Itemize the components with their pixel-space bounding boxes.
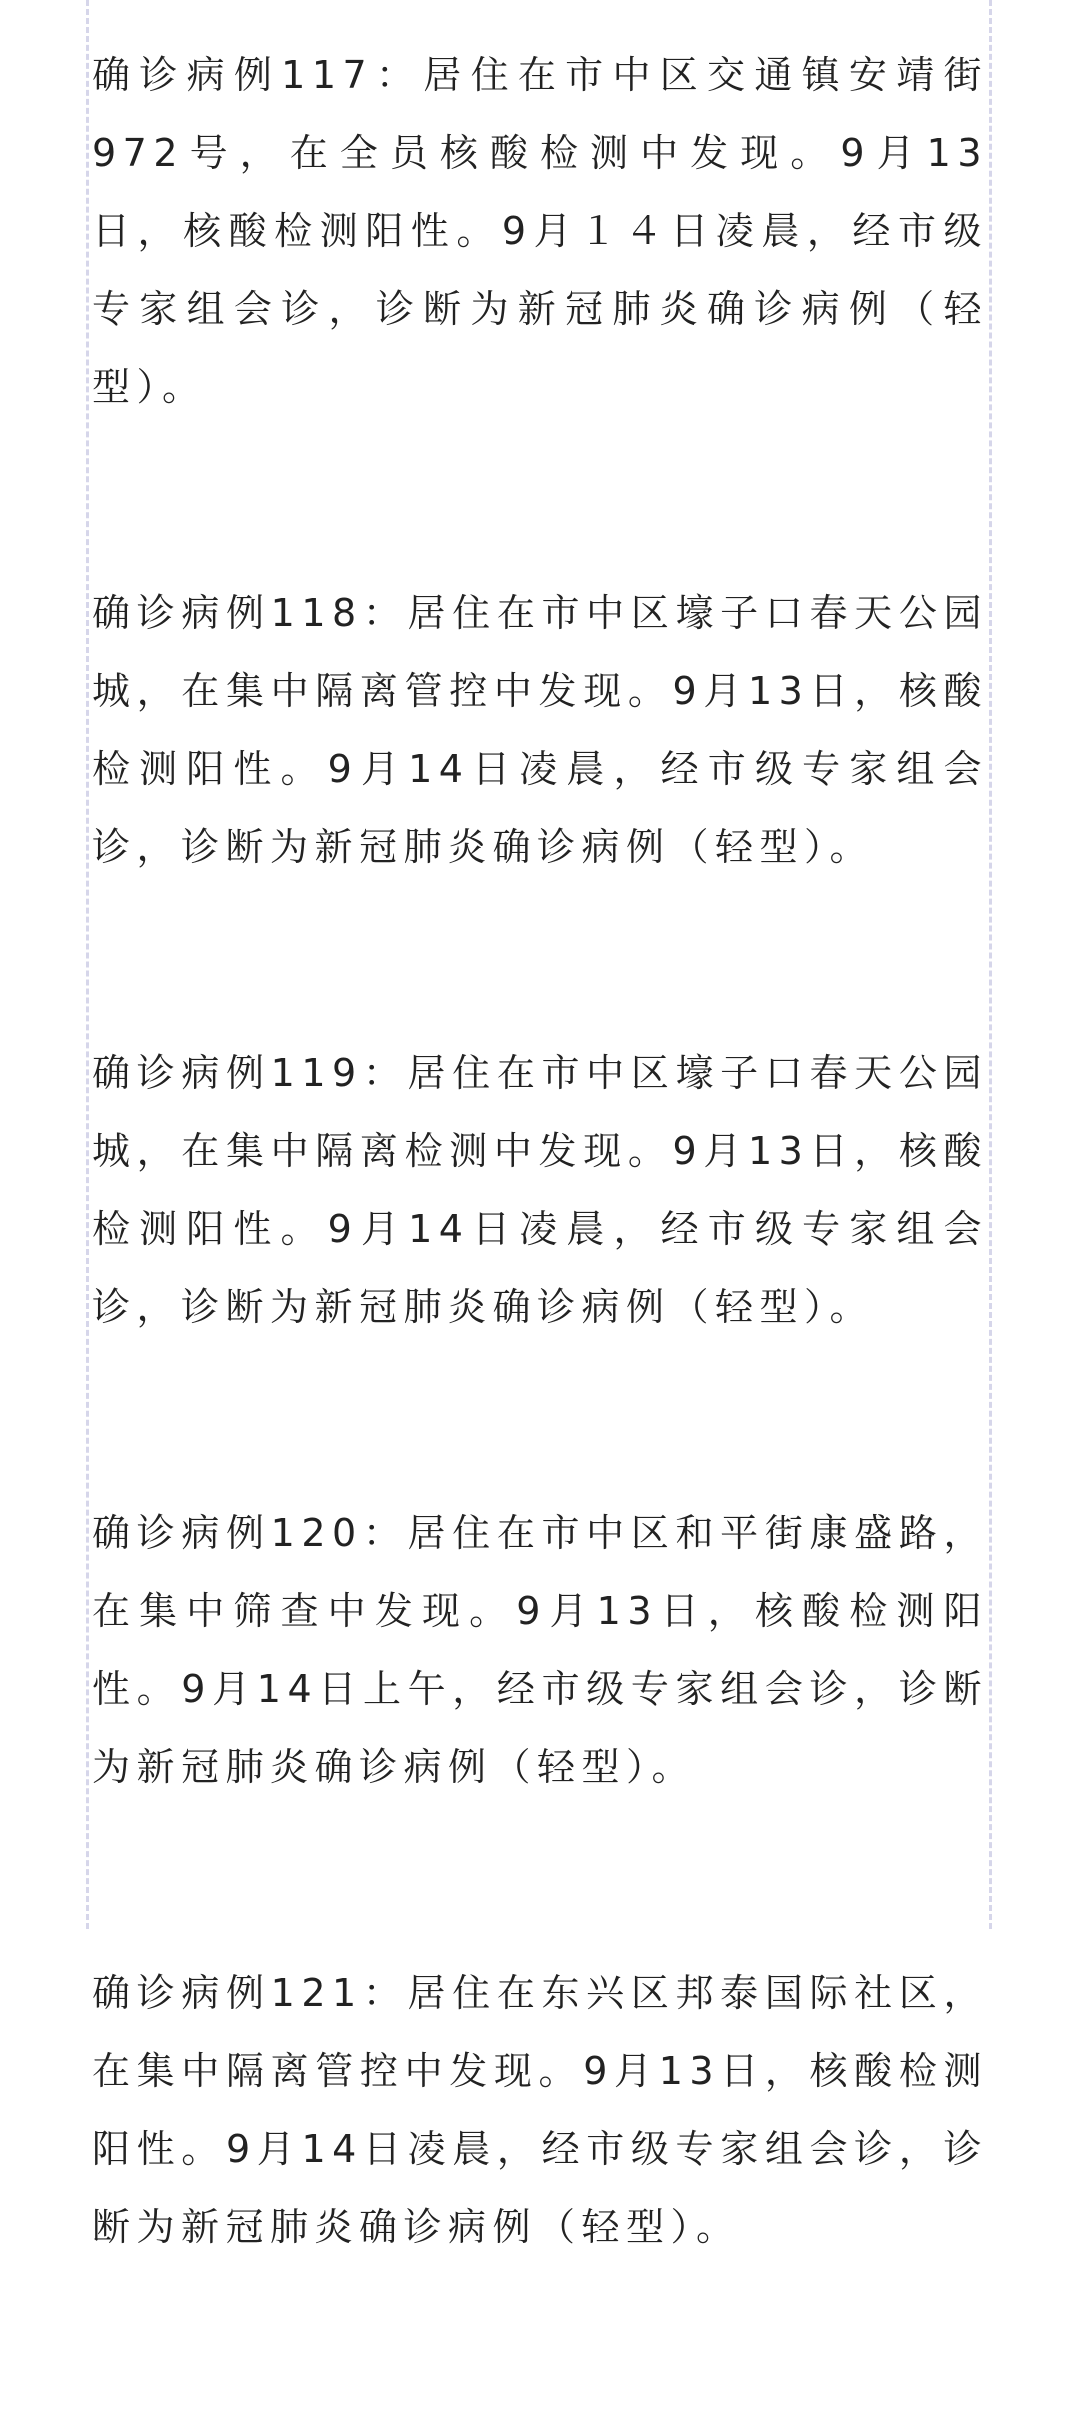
- case-121-text: 确诊病例121：居住在东兴区邦泰国际社区，在集中隔离管控中发现。9月13日，核酸检测阳性。9月14日凌晨，经市级专家组会诊，诊断为新冠肺炎确诊病例（轻型）。: [92, 1971, 988, 2249]
- case-119-text: 确诊病例119：居住在市中区壕子口春天公园城，在集中隔离检测中发现。9月13日，核酸检测阳性。9月14日凌晨，经市级专家组会诊，诊断为新冠肺炎确诊病例（轻型）。: [92, 1051, 988, 1329]
- case-117-text: 确诊病例117：居住在市中区交通镇安靖街972号，在全员核酸检测中发现。9月13日，核酸检测阳性。9月１４日凌晨，经市级专家组会诊，诊断为新冠肺炎确诊病例（轻型）。: [92, 53, 988, 409]
- case-120-text: 确诊病例120：居住在市中区和平街康盛路，在集中筛查中发现。9月13日，核酸检测阳性。9月14日上午，经市级专家组会诊，诊断为新冠肺炎确诊病例（轻型）。: [92, 1511, 988, 1789]
- article-body: [92, 36, 988, 2414]
- case-paragraph: [92, 1954, 988, 2266]
- case-paragraph: [92, 1034, 988, 1346]
- case-paragraph: [92, 574, 988, 886]
- case-118-text: 确诊病例118：居住在市中区壕子口春天公园城，在集中隔离管控中发现。9月13日，核酸检测阳性。9月14日凌晨，经市级专家组会诊，诊断为新冠肺炎确诊病例（轻型）。: [92, 591, 988, 869]
- case-paragraph: [92, 1494, 988, 1806]
- case-paragraph: [92, 36, 988, 426]
